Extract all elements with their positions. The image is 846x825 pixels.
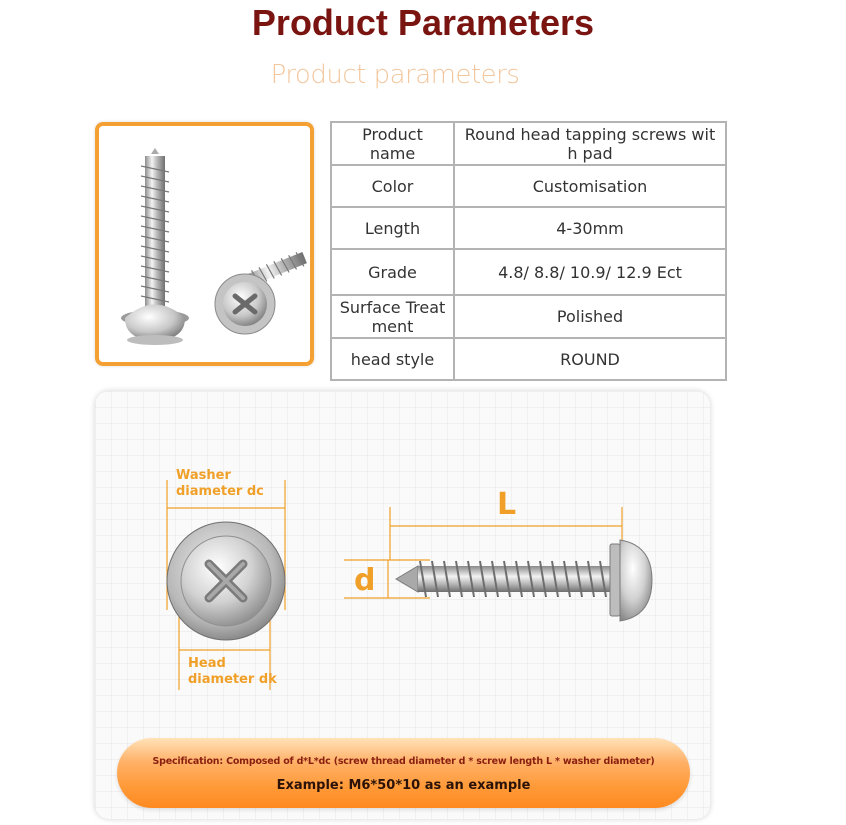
param-label: Length <box>331 207 454 249</box>
param-label: Grade <box>331 249 454 295</box>
param-label: Product name <box>331 122 454 165</box>
example-text: Example: M6*50*10 as an example <box>276 778 531 793</box>
diameter-label: d <box>354 563 376 598</box>
param-label: Surface Treat ment <box>331 295 454 338</box>
page-subtitle: Product parameters <box>270 60 520 90</box>
param-label: head style <box>331 338 454 380</box>
param-value: Round head tapping screws wit h pad <box>454 122 726 165</box>
washer-diameter-label: Washer diameter dc <box>176 468 264 499</box>
param-value: Customisation <box>454 165 726 207</box>
param-value: ROUND <box>454 338 726 380</box>
head-diameter-label: Head diameter dk <box>188 656 277 687</box>
param-label: Color <box>331 165 454 207</box>
param-value: 4-30mm <box>454 207 726 249</box>
length-label: L <box>497 487 517 522</box>
specification-text: Specification: Composed of d*L*dc (screw thread diameter d * screw length L * washer diameter) <box>152 756 655 767</box>
param-value: Polished <box>454 295 726 338</box>
specification-bar <box>117 738 690 808</box>
page-title: Product Parameters <box>251 2 595 43</box>
screw-side-head-icon <box>620 540 652 621</box>
param-value: 4.8/ 8.8/ 10.9/ 12.9 Ect <box>454 249 726 295</box>
